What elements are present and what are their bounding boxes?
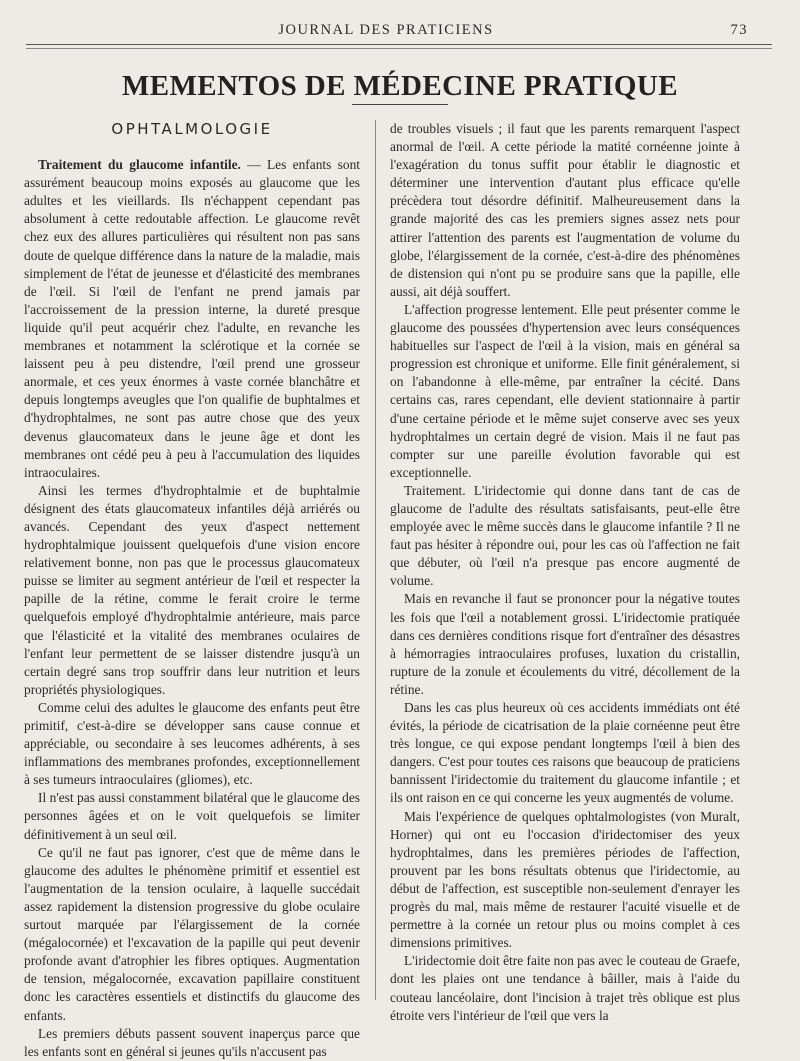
paragraph-text: — Les enfants sont assurément beaucoup moins exposés au glaucome que les adultes et les vieillards. Ils n'échappent cependant pas absolument à cette redoutable affection. Le glaucome revêt chez eux des allures particulières qui résultent non pas sans doute de quelque différence dans la nature de la maladie, mais simplement de l'état de jeunesse et d'élasticité des membranes de l'œil. Si l'œil de l'enfant ne prend jamais par l'accroissement de la pression interne, la dureté presque liquide qu'il peut acquérir chez l'adulte, en revanche les membranes et notamment la sclérotique et la cornée se laissent peu à peu distendre, l'œil prend une grosseur anormale, et ces yeux énormes à vaste cornée blanchâtre et depuis longtemps aveugles que l'on qualifie de buphtalmes et d'hydrophtalmes, ne sont pas autre chose que des yeux devenus glaucomateux dans le jeune âge et dont les membranes ont cédé peu à peu à l'accumulation des liquides intraoculaires.	[24, 157, 360, 480]
paragraph: Mais en revanche il faut se prononcer pour la négative toutes les fois que l'œil a notablement grossi. L'iridectomie pratiquée dans ces dernières conditions risque fort d'entraîner des désastres à hémorragies intraoculaires profuses, luxation du cristallin, rupture de la zonule et écoulements du vitré, décollement de la rétine.	[390, 591, 740, 697]
header-rule-thin	[26, 48, 772, 49]
right-column	[390, 120, 740, 1025]
paragraph: de troubles visuels ; il faut que les parents remarquent l'aspect anormal de l'œil. A cette période la matité cornéenne jointe à l'exagération du tonus suffit pour établir le diagnostic et déterminer une intervention d'autant plus efficace qu'elle précèdera tout désordre définitif. Malheureusement dans la grande majorité des cas les premiers signes assez nets pour attirer l'attention des parents est l'augmentation de volume du globe, l'élargissement de la cornée, c'est-à-dire des phénomènes de distension qui n'ont pu se produire sans que la papille, elle aussi, ait déjà souffert.	[390, 121, 740, 299]
header-rule	[26, 44, 772, 45]
left-column-body	[24, 156, 360, 1061]
page-title: MEMENTOS DE MÉDECINE PRATIQUE	[122, 70, 678, 102]
paragraph: Dans les cas plus heureux où ces accidents immédiats ont été évités, la période de cicatrisation de la plaie cornéenne peut être très longue, ce qui expose pendant longtemps l'œil à bien des dangers. C'est pour toutes ces raisons que beaucoup de praticiens bannissent l'iridectomie du traitement du glaucome infantile ; et ils ont raison en ce qui concerne les yeux augmentés de volume.	[390, 700, 740, 806]
section-heading: OPHTALMOLOGIE	[111, 120, 273, 138]
paragraph: L'iridectomie doit être faite non pas avec le couteau de Graefe, dont les plaies ont une tendance à bâiller, mais à l'aide du couteau lancéolaire, dont l'incision à trajet très oblique est plus étroite vers l'intérieur de l'œil que vers la	[390, 953, 740, 1023]
paragraph: Mais l'expérience de quelques ophtalmologistes (von Muralt, Horner) qui ont eu l'occasion d'iridectomiser des yeux hydrophtalmes, dans les premières périodes de l'affection, prouvent par les bons résultats obtenus que l'iridectomie, au début de l'affection, est susceptible non-seulement d'enrayer les progrès du mal, mais même de restaurer l'acuité visuelle et de permettre à la cornée un retour plus ou moins complet à ces dimensions primitives.	[390, 808, 740, 951]
running-title: JOURNAL DES PRATICIENS	[278, 22, 494, 38]
paragraph: Comme celui des adultes le glaucome des enfants peut être primitif, c'est-à-dire se développer sans cause connue et appréciable, ou secondaire à ses leucomes adhérents, à ses inflammations des membranes profondes, exceptionnellement à ses tumeurs intraoculaires (gliomes), etc.	[24, 699, 360, 788]
running-head	[24, 20, 748, 44]
title-rule	[352, 104, 448, 105]
column-divider	[375, 120, 376, 1000]
paragraph: Traitement. L'iridectomie qui donne dans tant de cas de glaucome de l'adulte des résultats satisfaisants, peut-elle être employée avec le même succès dans le glaucome infantile ? Il ne faut pas hésiter à répondre oui, pour les cas où l'affection ne fait que débuter, où l'œil n'a presque pas encore augmenté de volume.	[390, 482, 740, 589]
left-column	[24, 120, 360, 1061]
paragraph	[24, 156, 360, 482]
page-number: 73	[730, 22, 748, 38]
right-column-body	[390, 120, 740, 1025]
paragraph: Les premiers débuts passent souvent inaperçus parce que les enfants sont en général si jeunes qu'ils n'accusent pas	[24, 1025, 360, 1059]
paragraph: L'affection progresse lentement. Elle peut présenter comme le glaucome des poussées d'hypertension avec leurs conséquences habituelles sur l'aspect de l'œil à la vision, mais en général sa progression est chronique et uniforme. Elle finit généralement, si on l'abandonne à elle-même, par entraîner la cécité. Dans certains cas, rares cependant, elle devient stationnaire à partir d'une certaine période et le même sujet conserve avec ses yeux hydrophtalmes un certain degré de vision. Mais il ne faut pas compter sur une pareille évolution favorable qui est exceptionnelle.	[390, 301, 740, 480]
paragraph: Ainsi les termes d'hydrophtalmie et de buphtalmie désignent des états glaucomateux infantiles déjà arriérés ou avancés. Cependant des yeux d'aspect nettement hydrophtalmique jouissent quelquefois d'une vision encore relativement bonne, non pas que le processus glaucomateux puisse se limiter au segment antérieur de l'œil et respecter la papille de la rétine, comme le ferait croire le terme quelquefois employé d'hydrophtalmie antérieure, mais parce que l'élasticité et la vitalité des membranes oculaires de l'enfant leur permettent de se laisser distendre jusqu'à un certain degré sans trop souffrir dans leur nutrition et leurs propriétés physiologiques.	[24, 482, 360, 697]
paragraph: Il n'est pas aussi constamment bilatéral que le glaucome des personnes âgées et on le voit quelquefois se limiter définitivement à un seul œil.	[24, 790, 360, 842]
subsection-title: Traitement du glaucome infantile.	[38, 157, 241, 173]
paragraph: Ce qu'il ne faut pas ignorer, c'est que de même dans le glaucome des adultes le phénomène primitif et essentiel est l'augmentation de la tension oculaire, à laquelle succédait assez rapidement la distension progressive du globe oculaire surtout marquée par l'élargissement de la cornée (mégalocornée) et l'excavation de la papille qui peut devenir profonde avant d'atrophier les fibres optiques. Augmentation de tension, mégalocornée, excavation papillaire constituent donc les caractères essentiels et distinctifs du glaucome des enfants.	[24, 844, 360, 1023]
